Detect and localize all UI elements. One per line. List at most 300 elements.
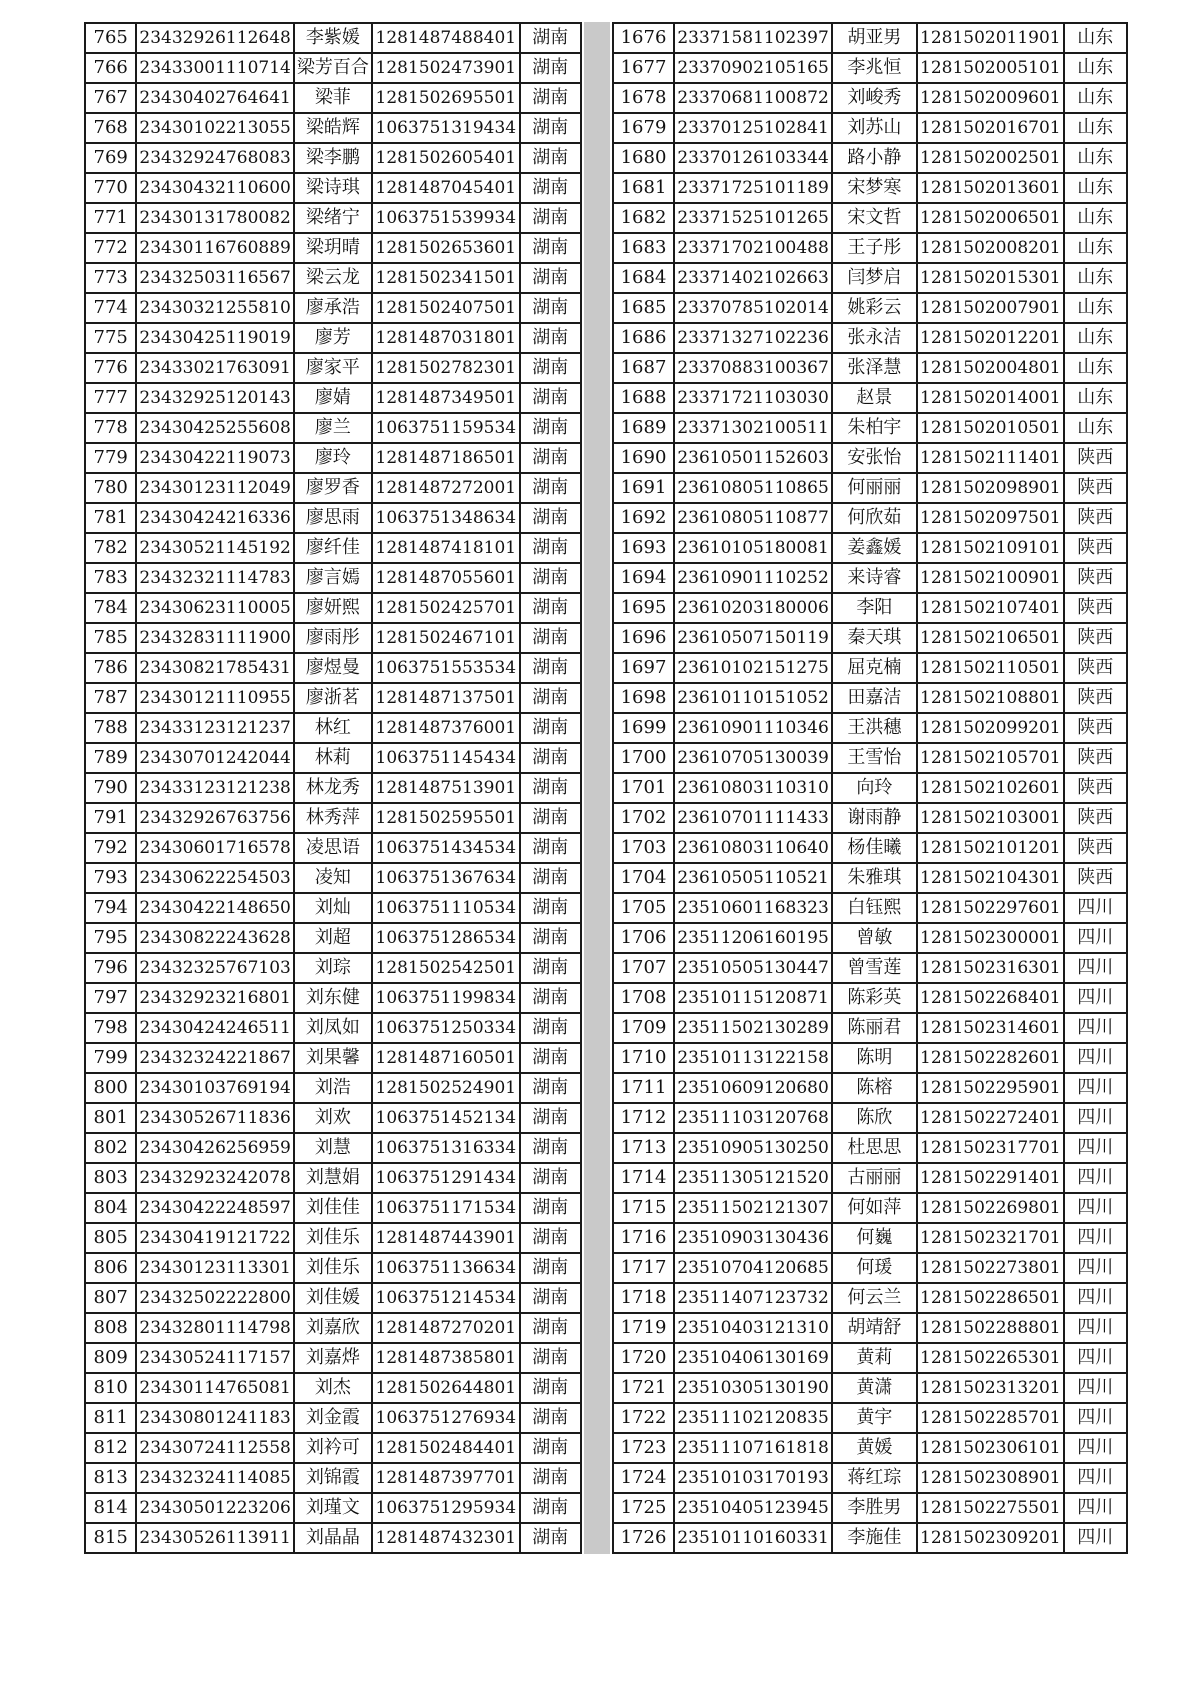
- row-number-cell: 777: [85, 383, 136, 413]
- table-row: [613, 1253, 1127, 1283]
- province-cell: 湖南: [520, 323, 581, 353]
- row-number-cell: 789: [85, 743, 136, 773]
- table-row: [85, 83, 581, 113]
- row-number-cell: 1680: [613, 143, 675, 173]
- exam-id-cell: 23510704120685: [674, 1253, 831, 1283]
- student-name-cell: 刘佳乐: [294, 1223, 372, 1253]
- table-row: [85, 983, 581, 1013]
- certificate-code-cell: 1063751214534: [372, 1283, 520, 1313]
- student-name-cell: 梁芳百合: [294, 53, 372, 83]
- table-row: [85, 683, 581, 713]
- row-number-cell: 1683: [613, 233, 675, 263]
- province-cell: 陕西: [1064, 773, 1127, 803]
- exam-id-cell: 23511102120835: [674, 1403, 831, 1433]
- exam-id-cell: 23610507150119: [674, 623, 831, 653]
- province-cell: 山东: [1064, 263, 1127, 293]
- row-number-cell: 804: [85, 1193, 136, 1223]
- student-name-cell: 梁云龙: [294, 263, 372, 293]
- row-number-cell: 1682: [613, 203, 675, 233]
- exam-id-cell: 23430526113911: [136, 1523, 293, 1553]
- table-row: [85, 1523, 581, 1553]
- student-name-cell: 廖妍熙: [294, 593, 372, 623]
- row-number-cell: 1703: [613, 833, 675, 863]
- province-cell: 四川: [1064, 1073, 1127, 1103]
- certificate-code-cell: 1281502605401: [372, 143, 520, 173]
- certificate-code-cell: 1281502005101: [917, 53, 1064, 83]
- province-cell: 四川: [1064, 983, 1127, 1013]
- exam-id-cell: 23430821785431: [136, 653, 293, 683]
- row-number-cell: 772: [85, 233, 136, 263]
- province-cell: 四川: [1064, 1043, 1127, 1073]
- province-cell: 湖南: [520, 1043, 581, 1073]
- row-number-cell: 1679: [613, 113, 675, 143]
- student-name-cell: 杨佳曦: [832, 833, 917, 863]
- student-name-cell: 来诗睿: [832, 563, 917, 593]
- row-number-cell: 791: [85, 803, 136, 833]
- row-number-cell: 1692: [613, 503, 675, 533]
- certificate-code-cell: 1281487045401: [372, 173, 520, 203]
- student-name-cell: 刘嘉烨: [294, 1343, 372, 1373]
- certificate-code-cell: 1281487186501: [372, 443, 520, 473]
- table-row: [85, 1493, 581, 1523]
- table-row: [613, 803, 1127, 833]
- row-number-cell: 799: [85, 1043, 136, 1073]
- province-cell: 四川: [1064, 1133, 1127, 1163]
- row-number-cell: 1694: [613, 563, 675, 593]
- certificate-code-cell: 1281502341501: [372, 263, 520, 293]
- student-name-cell: 廖雨彤: [294, 623, 372, 653]
- province-cell: 湖南: [520, 1463, 581, 1493]
- row-number-cell: 795: [85, 923, 136, 953]
- table-row: [613, 1493, 1127, 1523]
- table-row: [613, 83, 1127, 113]
- table-row: [85, 1463, 581, 1493]
- table-row: [613, 773, 1127, 803]
- certificate-code-cell: 1281502110501: [917, 653, 1064, 683]
- certificate-code-cell: 1281502314601: [917, 1013, 1064, 1043]
- province-cell: 陕西: [1064, 683, 1127, 713]
- certificate-code-cell: 1281502286501: [917, 1283, 1064, 1313]
- row-number-cell: 1707: [613, 953, 675, 983]
- row-number-cell: 1678: [613, 83, 675, 113]
- province-cell: 陕西: [1064, 863, 1127, 893]
- student-name-cell: 朱柏宇: [832, 413, 917, 443]
- exam-id-cell: 23430426256959: [136, 1133, 293, 1163]
- exam-id-cell: 23510403121310: [674, 1313, 831, 1343]
- exam-id-cell: 23610102151275: [674, 653, 831, 683]
- student-name-cell: 胡亚男: [832, 23, 917, 53]
- exam-id-cell: 23430424246511: [136, 1013, 293, 1043]
- student-name-cell: 陈欣: [832, 1103, 917, 1133]
- exam-id-cell: 23430123113301: [136, 1253, 293, 1283]
- province-cell: 山东: [1064, 53, 1127, 83]
- row-number-cell: 796: [85, 953, 136, 983]
- row-number-cell: 1696: [613, 623, 675, 653]
- province-cell: 湖南: [520, 533, 581, 563]
- table-row: [613, 593, 1127, 623]
- exam-id-cell: 23432925120143: [136, 383, 293, 413]
- province-cell: 湖南: [520, 563, 581, 593]
- table-row: [85, 1043, 581, 1073]
- exam-id-cell: 23430424216336: [136, 503, 293, 533]
- province-cell: 四川: [1064, 1343, 1127, 1373]
- exam-id-cell: 23430116760889: [136, 233, 293, 263]
- exam-id-cell: 23511206160195: [674, 923, 831, 953]
- province-cell: 四川: [1064, 1193, 1127, 1223]
- table-row: [85, 803, 581, 833]
- row-number-cell: 1698: [613, 683, 675, 713]
- certificate-code-cell: 1063751539934: [372, 203, 520, 233]
- province-cell: 湖南: [520, 293, 581, 323]
- certificate-code-cell: 1281502106501: [917, 623, 1064, 653]
- province-cell: 湖南: [520, 1493, 581, 1523]
- exam-id-cell: 23610901110346: [674, 713, 831, 743]
- province-cell: 湖南: [520, 1103, 581, 1133]
- row-number-cell: 782: [85, 533, 136, 563]
- row-number-cell: 1689: [613, 413, 675, 443]
- row-number-cell: 1714: [613, 1163, 675, 1193]
- certificate-code-cell: 1281502644801: [372, 1373, 520, 1403]
- row-number-cell: 784: [85, 593, 136, 623]
- table-row: [613, 1163, 1127, 1193]
- certificate-code-cell: 1281502297601: [917, 893, 1064, 923]
- exam-id-cell: 23610110151052: [674, 683, 831, 713]
- certificate-code-cell: 1281487385801: [372, 1343, 520, 1373]
- table-row: [613, 1403, 1127, 1433]
- table-row: [85, 953, 581, 983]
- certificate-code-cell: 1063751276934: [372, 1403, 520, 1433]
- table-row: [85, 623, 581, 653]
- certificate-code-cell: 1281502099201: [917, 713, 1064, 743]
- table-row: [85, 263, 581, 293]
- exam-id-cell: 23432923242078: [136, 1163, 293, 1193]
- student-name-cell: 姜鑫媛: [832, 533, 917, 563]
- table-row: [613, 833, 1127, 863]
- row-number-cell: 1721: [613, 1373, 675, 1403]
- table-row: [85, 743, 581, 773]
- table-row: [613, 263, 1127, 293]
- row-number-cell: 1687: [613, 353, 675, 383]
- province-cell: 湖南: [520, 1253, 581, 1283]
- exam-id-cell: 23370681100872: [674, 83, 831, 113]
- student-name-cell: 李胜男: [832, 1493, 917, 1523]
- student-name-cell: 田嘉洁: [832, 683, 917, 713]
- province-cell: 山东: [1064, 353, 1127, 383]
- exam-id-cell: 23510115120871: [674, 983, 831, 1013]
- certificate-code-cell: 1281502011901: [917, 23, 1064, 53]
- province-cell: 湖南: [520, 1343, 581, 1373]
- table-row: [85, 1163, 581, 1193]
- student-name-cell: 林龙秀: [294, 773, 372, 803]
- table-row: [85, 533, 581, 563]
- exam-id-cell: 23370883100367: [674, 353, 831, 383]
- exam-id-cell: 23610803110310: [674, 773, 831, 803]
- certificate-code-cell: 1281502308901: [917, 1463, 1064, 1493]
- province-cell: 湖南: [520, 983, 581, 1013]
- row-number-cell: 1691: [613, 473, 675, 503]
- exam-id-cell: 23370785102014: [674, 293, 831, 323]
- student-name-cell: 安张怡: [832, 443, 917, 473]
- exam-id-cell: 23430623110005: [136, 593, 293, 623]
- row-number-cell: 1684: [613, 263, 675, 293]
- exam-id-cell: 23371402102663: [674, 263, 831, 293]
- certificate-code-cell: 1281487055601: [372, 563, 520, 593]
- certificate-code-cell: 1281487432301: [372, 1523, 520, 1553]
- exam-id-cell: 23510601168323: [674, 893, 831, 923]
- student-name-cell: 刘慧娟: [294, 1163, 372, 1193]
- exam-id-cell: 23510110160331: [674, 1523, 831, 1553]
- row-number-cell: 810: [85, 1373, 136, 1403]
- row-number-cell: 808: [85, 1313, 136, 1343]
- student-name-cell: 廖煜曼: [294, 653, 372, 683]
- certificate-code-cell: 1281502309201: [917, 1523, 1064, 1553]
- exam-id-cell: 23610805110877: [674, 503, 831, 533]
- table-row: [613, 683, 1127, 713]
- table-row: [613, 1283, 1127, 1313]
- exam-id-cell: 23430622254503: [136, 863, 293, 893]
- table-row: [613, 1133, 1127, 1163]
- province-cell: 四川: [1064, 1313, 1127, 1343]
- student-name-cell: 古丽丽: [832, 1163, 917, 1193]
- row-number-cell: 775: [85, 323, 136, 353]
- certificate-code-cell: 1063751171534: [372, 1193, 520, 1223]
- province-cell: 山东: [1064, 383, 1127, 413]
- certificate-code-cell: 1281487397701: [372, 1463, 520, 1493]
- student-name-cell: 黄莉: [832, 1343, 917, 1373]
- student-name-cell: 刘苏山: [832, 113, 917, 143]
- row-number-cell: 1693: [613, 533, 675, 563]
- exam-id-cell: 23610803110640: [674, 833, 831, 863]
- student-name-cell: 刘佳佳: [294, 1193, 372, 1223]
- row-number-cell: 806: [85, 1253, 136, 1283]
- row-number-cell: 813: [85, 1463, 136, 1493]
- column-separator: [584, 22, 610, 1554]
- table-row: [85, 1283, 581, 1313]
- student-name-cell: 刘金霞: [294, 1403, 372, 1433]
- student-name-cell: 曾敏: [832, 923, 917, 953]
- province-cell: 山东: [1064, 113, 1127, 143]
- certificate-code-cell: 1281487418101: [372, 533, 520, 563]
- province-cell: 山东: [1064, 233, 1127, 263]
- province-cell: 湖南: [520, 113, 581, 143]
- exam-id-cell: 23430801241183: [136, 1403, 293, 1433]
- row-number-cell: 1711: [613, 1073, 675, 1103]
- table-row: [613, 503, 1127, 533]
- exam-id-cell: 23432321114783: [136, 563, 293, 593]
- student-name-cell: 谢雨静: [832, 803, 917, 833]
- student-name-cell: 李兆恒: [832, 53, 917, 83]
- row-number-cell: 1695: [613, 593, 675, 623]
- certificate-code-cell: 1063751295934: [372, 1493, 520, 1523]
- exam-id-cell: 23430521145192: [136, 533, 293, 563]
- row-number-cell: 1699: [613, 713, 675, 743]
- table-row: [85, 1403, 581, 1433]
- certificate-code-cell: 1281502265301: [917, 1343, 1064, 1373]
- table-row: [85, 503, 581, 533]
- row-number-cell: 802: [85, 1133, 136, 1163]
- certificate-code-cell: 1281502004801: [917, 353, 1064, 383]
- row-number-cell: 768: [85, 113, 136, 143]
- certificate-code-cell: 1281502275501: [917, 1493, 1064, 1523]
- exam-id-cell: 23371581102397: [674, 23, 831, 53]
- table-row: [613, 1523, 1127, 1553]
- certificate-code-cell: 1281502007901: [917, 293, 1064, 323]
- student-name-cell: 刘欢: [294, 1103, 372, 1133]
- exam-id-cell: 23430131780082: [136, 203, 293, 233]
- row-number-cell: 773: [85, 263, 136, 293]
- student-name-cell: 刘峻秀: [832, 83, 917, 113]
- province-cell: 陕西: [1064, 593, 1127, 623]
- province-cell: 湖南: [520, 1283, 581, 1313]
- row-number-cell: 774: [85, 293, 136, 323]
- exam-id-cell: 23432502222800: [136, 1283, 293, 1313]
- table-row: [613, 1103, 1127, 1133]
- certificate-code-cell: 1063751159534: [372, 413, 520, 443]
- exam-id-cell: 23430121110955: [136, 683, 293, 713]
- table-row: [85, 593, 581, 623]
- province-cell: 四川: [1064, 1373, 1127, 1403]
- province-cell: 陕西: [1064, 443, 1127, 473]
- certificate-code-cell: 1281502015301: [917, 263, 1064, 293]
- row-number-cell: 811: [85, 1403, 136, 1433]
- province-cell: 湖南: [520, 173, 581, 203]
- student-name-cell: 李阳: [832, 593, 917, 623]
- row-number-cell: 1697: [613, 653, 675, 683]
- student-name-cell: 林秀萍: [294, 803, 372, 833]
- table-row: [85, 353, 581, 383]
- province-cell: 四川: [1064, 1163, 1127, 1193]
- certificate-code-cell: 1281502108801: [917, 683, 1064, 713]
- province-cell: 湖南: [520, 263, 581, 293]
- province-cell: 四川: [1064, 953, 1127, 983]
- student-name-cell: 黄宇: [832, 1403, 917, 1433]
- student-name-cell: 宋梦寒: [832, 173, 917, 203]
- row-number-cell: 1718: [613, 1283, 675, 1313]
- province-cell: 湖南: [520, 443, 581, 473]
- province-cell: 湖南: [520, 143, 581, 173]
- exam-id-cell: 23610105180081: [674, 533, 831, 563]
- province-cell: 山东: [1064, 293, 1127, 323]
- exam-id-cell: 23430526711836: [136, 1103, 293, 1133]
- exam-id-cell: 23433021763091: [136, 353, 293, 383]
- exam-id-cell: 23432324221867: [136, 1043, 293, 1073]
- row-number-cell: 814: [85, 1493, 136, 1523]
- student-name-cell: 刘杰: [294, 1373, 372, 1403]
- certificate-code-cell: 1281502467101: [372, 623, 520, 653]
- table-row: [613, 1463, 1127, 1493]
- student-name-cell: 廖纤佳: [294, 533, 372, 563]
- table-row: [85, 1253, 581, 1283]
- exam-id-cell: 23511107161818: [674, 1433, 831, 1463]
- student-name-cell: 刘瑾文: [294, 1493, 372, 1523]
- table-row: [613, 923, 1127, 953]
- certificate-code-cell: 1281502100901: [917, 563, 1064, 593]
- province-cell: 湖南: [520, 1133, 581, 1163]
- table-row: [85, 1433, 581, 1463]
- student-name-cell: 廖兰: [294, 413, 372, 443]
- exam-id-cell: 23370126103344: [674, 143, 831, 173]
- province-cell: 湖南: [520, 23, 581, 53]
- province-cell: 湖南: [520, 1403, 581, 1433]
- certificate-code-cell: 1281502103001: [917, 803, 1064, 833]
- province-cell: 陕西: [1064, 503, 1127, 533]
- table-row: [613, 1343, 1127, 1373]
- province-cell: 山东: [1064, 143, 1127, 173]
- province-cell: 陕西: [1064, 473, 1127, 503]
- document-page: [84, 22, 1128, 1554]
- exam-id-cell: 23433001110714: [136, 53, 293, 83]
- exam-id-cell: 23610701111433: [674, 803, 831, 833]
- certificate-code-cell: 1281487443901: [372, 1223, 520, 1253]
- student-name-cell: 梁菲: [294, 83, 372, 113]
- table-row: [613, 173, 1127, 203]
- certificate-code-cell: 1281502105701: [917, 743, 1064, 773]
- student-name-cell: 廖言嫣: [294, 563, 372, 593]
- table-row: [85, 923, 581, 953]
- exam-id-cell: 23510905130250: [674, 1133, 831, 1163]
- student-name-cell: 梁绪宁: [294, 203, 372, 233]
- table-row: [613, 53, 1127, 83]
- exam-id-cell: 23511305121520: [674, 1163, 831, 1193]
- exam-id-cell: 23430701242044: [136, 743, 293, 773]
- row-number-cell: 779: [85, 443, 136, 473]
- province-cell: 山东: [1064, 413, 1127, 443]
- certificate-code-cell: 1063751553534: [372, 653, 520, 683]
- student-name-cell: 刘超: [294, 923, 372, 953]
- province-cell: 山东: [1064, 83, 1127, 113]
- student-name-cell: 黄潇: [832, 1373, 917, 1403]
- exam-id-cell: 23511407123732: [674, 1283, 831, 1313]
- row-number-cell: 1713: [613, 1133, 675, 1163]
- row-number-cell: 1677: [613, 53, 675, 83]
- certificate-code-cell: 1063751145434: [372, 743, 520, 773]
- row-number-cell: 1716: [613, 1223, 675, 1253]
- student-name-cell: 刘浩: [294, 1073, 372, 1103]
- table-row: [85, 773, 581, 803]
- certificate-code-cell: 1281502407501: [372, 293, 520, 323]
- exam-id-cell: 23430114765081: [136, 1373, 293, 1403]
- province-cell: 湖南: [520, 473, 581, 503]
- exam-id-cell: 23430524117157: [136, 1343, 293, 1373]
- student-name-cell: 刘慧: [294, 1133, 372, 1163]
- row-number-cell: 769: [85, 143, 136, 173]
- tables-wrapper: [84, 22, 1128, 1554]
- province-cell: 湖南: [520, 233, 581, 263]
- province-cell: 四川: [1064, 1433, 1127, 1463]
- table-row: [613, 293, 1127, 323]
- student-name-cell: 梁诗琪: [294, 173, 372, 203]
- exam-id-cell: 23432503116567: [136, 263, 293, 293]
- student-name-cell: 姚彩云: [832, 293, 917, 323]
- table-row: [613, 863, 1127, 893]
- row-number-cell: 1724: [613, 1463, 675, 1493]
- province-cell: 湖南: [520, 383, 581, 413]
- exam-id-cell: 23371725101189: [674, 173, 831, 203]
- table-row: [85, 1103, 581, 1133]
- exam-id-cell: 23430102213055: [136, 113, 293, 143]
- exam-id-cell: 23510405123945: [674, 1493, 831, 1523]
- exam-id-cell: 23511103120768: [674, 1103, 831, 1133]
- certificate-code-cell: 1281502473901: [372, 53, 520, 83]
- certificate-code-cell: 1281502282601: [917, 1043, 1064, 1073]
- certificate-code-cell: 1063751136634: [372, 1253, 520, 1283]
- student-name-cell: 闫梦启: [832, 263, 917, 293]
- row-number-cell: 1681: [613, 173, 675, 203]
- student-name-cell: 廖思雨: [294, 503, 372, 533]
- table-row: [85, 233, 581, 263]
- exam-id-cell: 23610501152603: [674, 443, 831, 473]
- certificate-code-cell: 1281502101201: [917, 833, 1064, 863]
